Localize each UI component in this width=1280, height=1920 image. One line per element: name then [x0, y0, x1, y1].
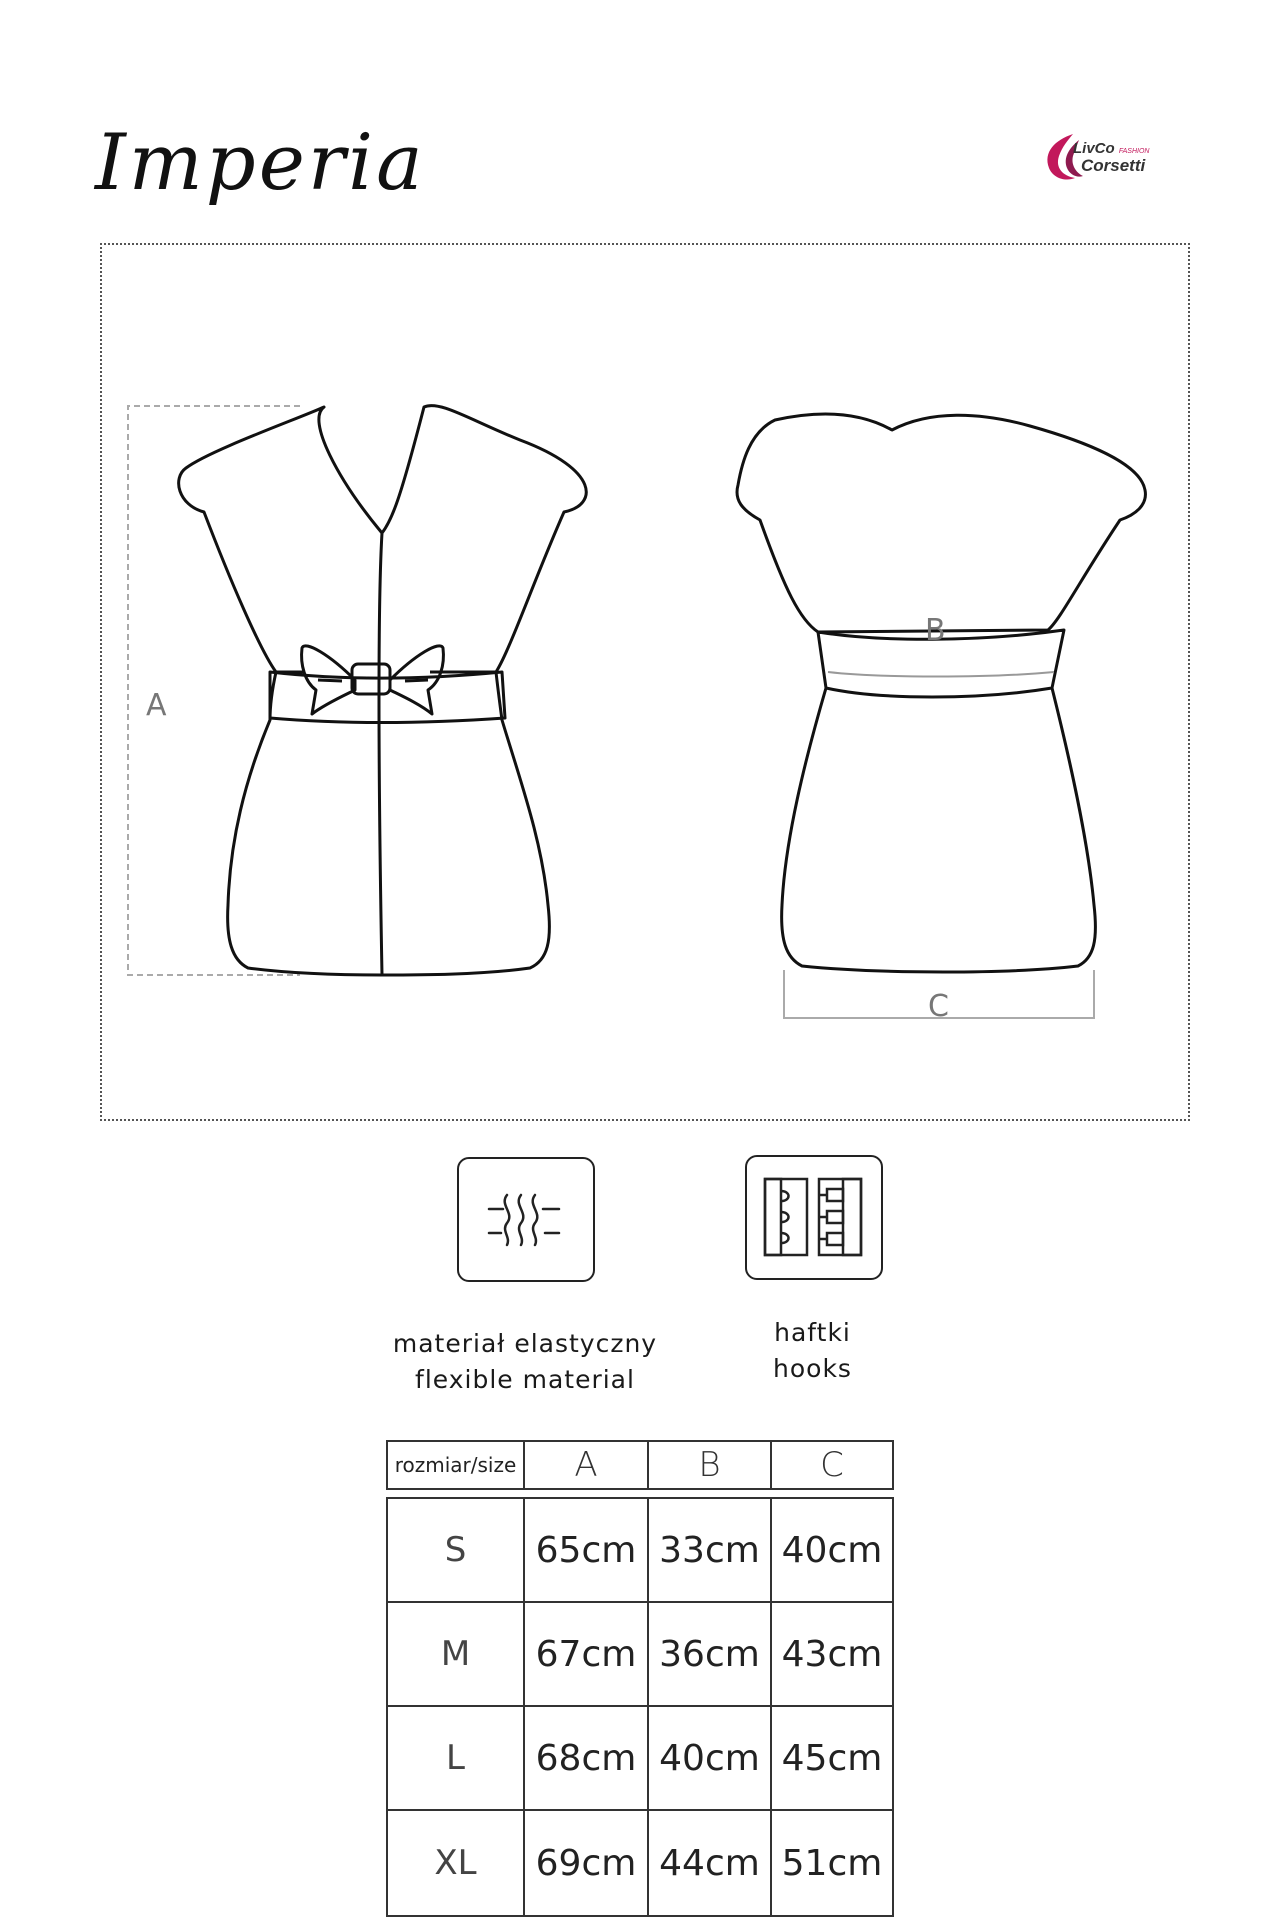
row-b: 33cm	[649, 1499, 772, 1601]
table-row	[388, 1811, 892, 1915]
row-a: 65cm	[525, 1499, 649, 1601]
row-b: 36cm	[649, 1603, 772, 1705]
row-a: 69cm	[525, 1811, 649, 1915]
brand-name-line2: Corsetti	[1081, 156, 1146, 175]
row-c: 51cm	[781, 1842, 883, 1884]
feature-hooks-pl: haftki	[774, 1318, 851, 1347]
front-garment-outline	[179, 406, 587, 975]
brand-fashion-tag: FASHION	[1118, 148, 1150, 155]
measure-a-label: A	[146, 688, 167, 723]
row-c: 45cm	[781, 1737, 883, 1779]
row-size: S	[388, 1499, 525, 1601]
header-c: C	[820, 1445, 844, 1485]
row-b: 44cm	[649, 1811, 772, 1915]
row-c: 43cm	[781, 1633, 883, 1675]
back-garment-outline	[737, 414, 1145, 972]
feature-flexible-en: flexible material	[415, 1365, 635, 1394]
size-table-body	[386, 1497, 894, 1917]
header-size: rozmiar/size	[388, 1442, 525, 1488]
header-a: A	[525, 1442, 649, 1488]
row-b: 40cm	[649, 1707, 772, 1809]
row-size: L	[388, 1707, 525, 1809]
measure-b-label: B	[925, 613, 946, 648]
row-c: 40cm	[781, 1529, 883, 1571]
brand-name-line1: LivCo FASHION	[1073, 140, 1150, 157]
row-size: XL	[388, 1811, 525, 1915]
table-row	[388, 1707, 892, 1811]
table-row	[388, 1499, 892, 1603]
size-table-header	[386, 1440, 894, 1490]
feature-label-hooks	[740, 1315, 885, 1387]
product-title: Imperia	[95, 118, 426, 208]
header-b: B	[649, 1442, 772, 1488]
hooks-icon	[745, 1155, 883, 1280]
row-size: M	[388, 1603, 525, 1705]
feature-label-flexible	[380, 1326, 670, 1398]
flexible-material-icon	[457, 1157, 595, 1282]
feature-flexible-pl: materiał elastyczny	[392, 1329, 658, 1358]
table-row	[388, 1603, 892, 1707]
feature-hooks-en: hooks	[773, 1354, 852, 1383]
row-a: 68cm	[525, 1707, 649, 1809]
row-a: 67cm	[525, 1603, 649, 1705]
measure-c-label: C	[928, 989, 949, 1024]
